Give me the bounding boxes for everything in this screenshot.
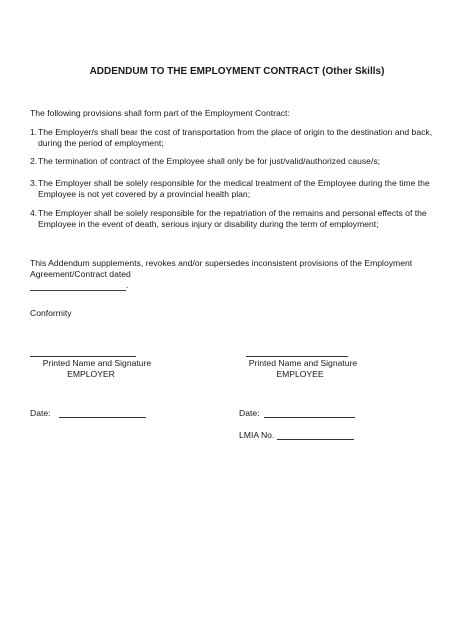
employee-signature-field[interactable] [246,356,348,357]
employer-signature-block [30,358,164,380]
employee-signature-block [238,358,368,380]
provision-item [30,127,440,149]
lmia-number-field[interactable] [277,430,354,440]
contract-date-field[interactable] [30,280,129,291]
provision-item [30,156,440,167]
provision-text: The Employer/s shall bear the cost of transportation from the place of origin to the destination and back, during the period of employment; [38,127,433,148]
provision-item [30,178,440,200]
provision-text: The Employer shall be solely responsible for the repatriation of the remains and personal effects of the Employee in the event of death, serious injury or disability during the term of employment; [38,208,427,229]
lmia-row [239,430,354,440]
employee-role-label: EMPLOYEE [276,369,324,379]
addendum-period: . [126,280,129,290]
addendum-statement [30,258,442,291]
provision-number: 1. [30,127,38,137]
employee-signature-label: Printed Name and Signature [248,358,358,368]
employee-date-field[interactable] [264,408,355,418]
lmia-label: LMIA No. [239,430,275,440]
employee-date-label: Date: [239,408,260,418]
employer-date-field[interactable] [59,408,146,418]
provision-text: The termination of contract of the Employee shall only be for just/valid/authorized cause/s; [38,156,381,166]
provision-number: 4. [30,208,38,218]
document-title: ADDENDUM TO THE EMPLOYMENT CONTRACT (Other Skills) [89,66,385,77]
provision-item [30,208,440,230]
employee-date-row [239,408,355,418]
employer-date-label: Date: [30,408,51,418]
intro-text: The following provisions shall form part of the Employment Contract: [30,108,290,118]
employer-signature-field[interactable] [30,356,136,357]
provision-number: 2. [30,156,38,166]
employer-role-label: EMPLOYER [67,369,115,379]
provision-number: 3. [30,178,38,188]
addendum-text: This Addendum supplements, revokes and/or supersedes inconsistent provisions of the Employment Agreement/Contract dated [30,258,413,279]
provision-text: The Employer shall be solely responsible for the medical treatment of the Employee during the time the Employee is not yet covered by a provincial health plan; [38,178,430,199]
employer-signature-label: Printed Name and Signature [42,358,152,368]
employer-date-row [30,408,146,418]
conformity-label: Conformity [30,308,72,318]
